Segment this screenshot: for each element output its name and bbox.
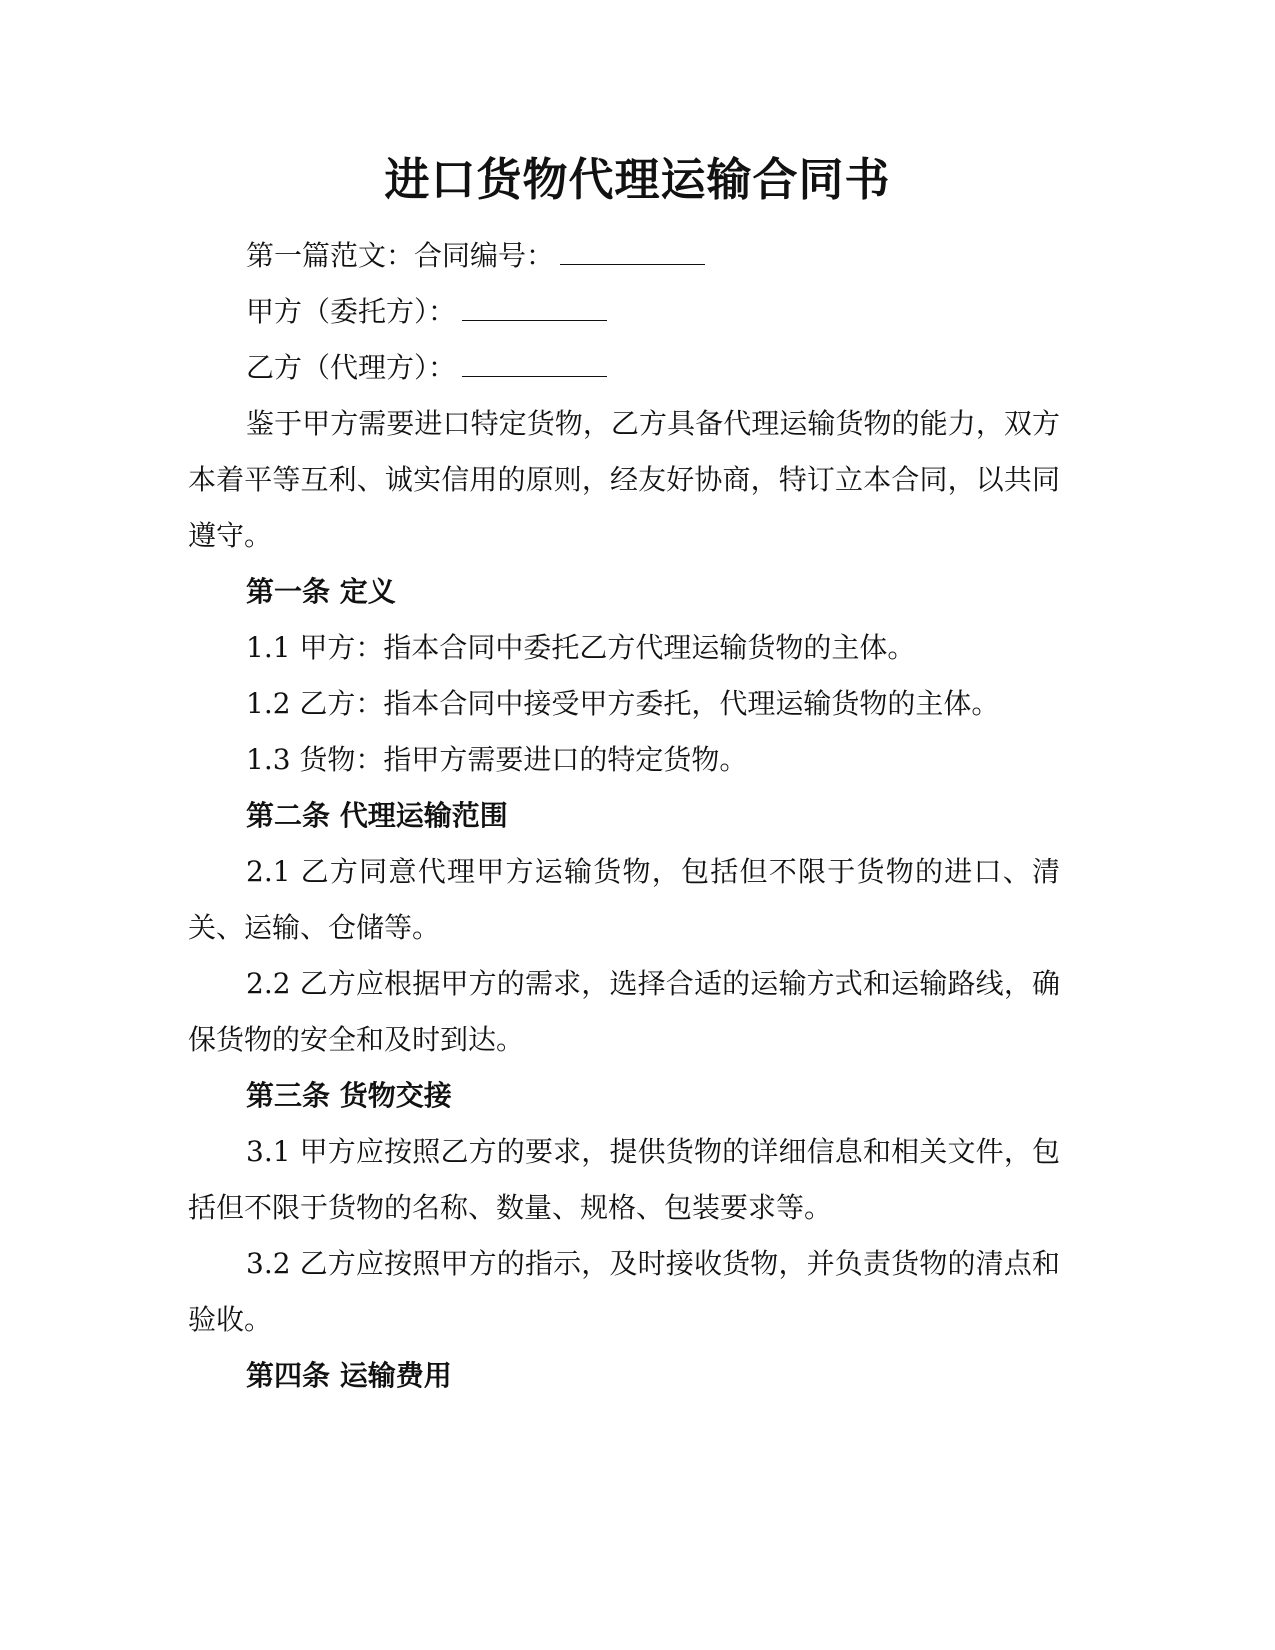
article-3-heading: 第三条 货物交接	[246, 1079, 452, 1112]
article-1-item-1: 1.1 甲方：指本合同中委托乙方代理运输货物的主体。	[246, 631, 916, 664]
party-a-line	[188, 284, 1060, 340]
contract-number-blank	[560, 236, 705, 265]
article-2-item-2: 2.2 乙方应根据甲方的需求，选择合适的运输方式和运输路线，确保货物的安全和及时到达。	[188, 967, 1060, 1056]
article-1-item-2: 1.2 乙方：指本合同中接受甲方委托，代理运输货物的主体。	[246, 687, 1000, 720]
preamble-paragraph: 鉴于甲方需要进口特定货物，乙方具备代理运输货物的能力，双方本着平等互利、诚实信用的原则，经友好协商，特订立本合同，以共同遵守。	[188, 407, 1060, 552]
party-a-blank	[462, 292, 607, 321]
document-title: 进口货物代理运输合同书	[384, 153, 891, 206]
article-2-heading: 第二条 代理运输范围	[246, 799, 508, 832]
article-1-item-3: 1.3 货物：指甲方需要进口的特定货物。	[246, 743, 748, 776]
party-b-blank	[462, 348, 607, 377]
article-3-item-1: 3.1 甲方应按照乙方的要求，提供货物的详细信息和相关文件，包括但不限于货物的名称、数量、规格、包装要求等。	[188, 1135, 1060, 1224]
party-a-label: 甲方（委托方）：	[246, 295, 457, 328]
contract-number-line	[188, 228, 1060, 284]
article-3-item-2: 3.2 乙方应按照甲方的指示，及时接收货物，并负责货物的清点和验收。	[188, 1247, 1060, 1336]
article-1-heading: 第一条 定义	[246, 575, 396, 608]
article-4-heading: 第四条 运输费用	[246, 1359, 452, 1392]
contract-number-label: 第一篇范文：合同编号：	[246, 239, 555, 272]
article-2-item-1: 2.1 乙方同意代理甲方运输货物，包括但不限于货物的进口、清关、运输、仓储等。	[188, 855, 1060, 944]
party-b-line	[188, 340, 1060, 396]
party-b-label: 乙方（代理方）：	[246, 351, 457, 384]
document-body	[188, 228, 1060, 1404]
